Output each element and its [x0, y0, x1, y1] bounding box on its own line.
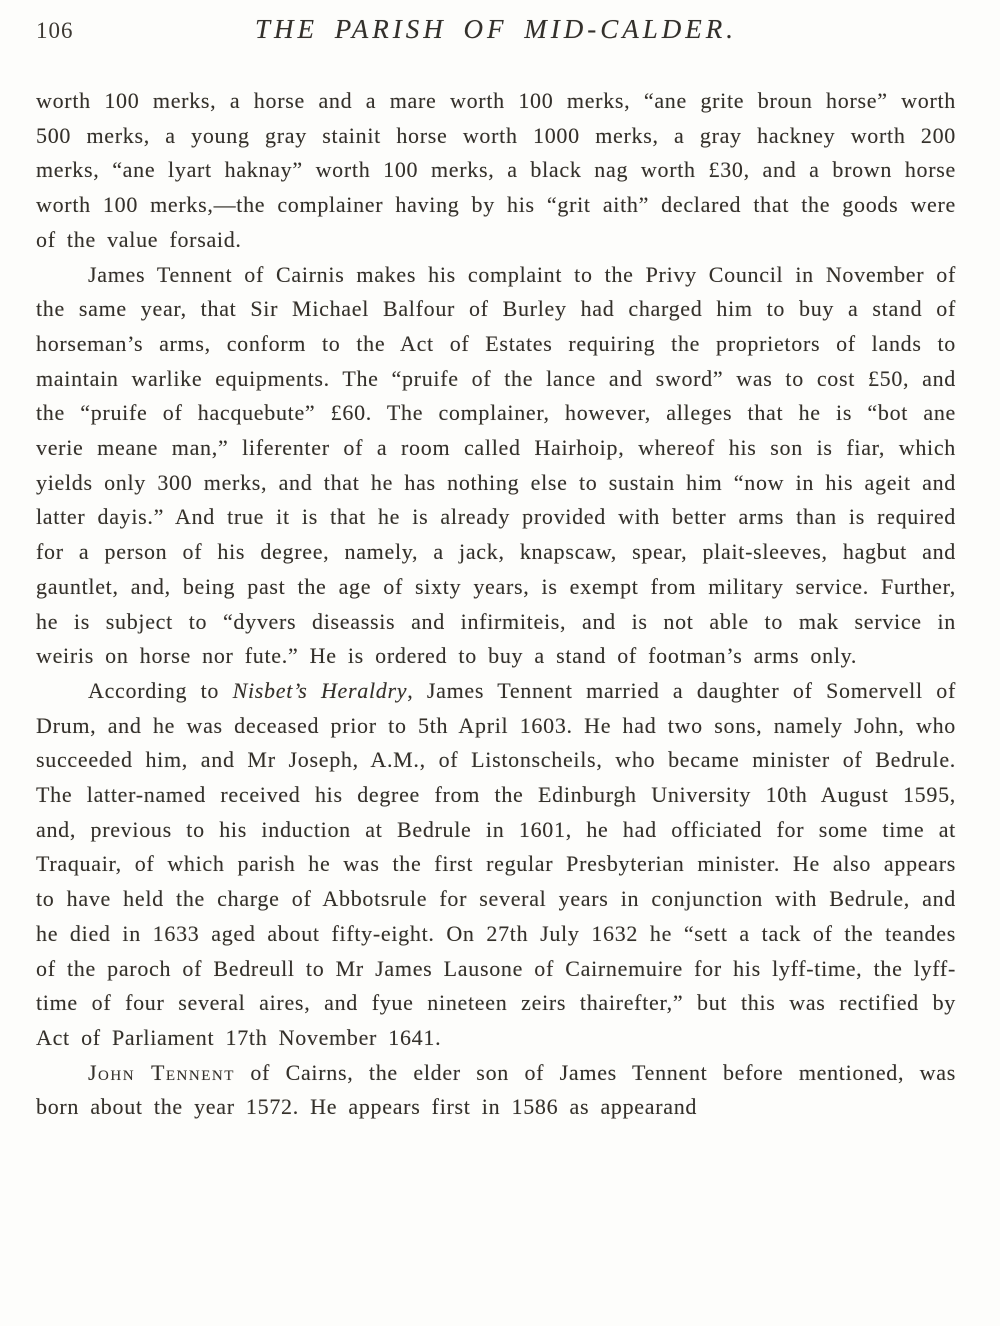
paragraph-2: James Tennent of Cairnis makes his complaint to the Privy Council in November of the same year, that Sir Michael Balfour of Burley had charged him to buy a stand of horseman’s arms, conform to the Act of Estates requiring the proprietors of lands to maintain warlike equipments. The “pruife of the lance and sword” was to cost £50, and the “pruife of hacquebute” £60. The complainer, however, alleges that he is “bot ane verie meane man,” liferenter of a room called Hairhoip, whereof his son is fiar, which yields only 300 merks, and that he has nothing else to sustain him “now in his ageit and latter dayis.” And true it is that he is already provided with better arms than is required for a person of his degree, namely, a jack, knapscaw, spear, plait-sleeves, hagbut and gauntlet, and, being past the age of sixty years, is exempt from military service. Further, he is subject to “dyvers diseassis and infirmiteis, and is not able to mak service in weiris on horse nor fute.” He is ordered to buy a stand of footman’s arms only.	[36, 261, 956, 669]
paragraph-3-text-before: According to	[88, 677, 233, 703]
book-title-reference: Nisbet’s Heraldry	[232, 677, 408, 703]
running-title: THE PARISH OF MID-CALDER.	[255, 14, 737, 44]
page-body	[36, 84, 956, 1125]
person-name-smallcaps: John Tennent	[88, 1059, 235, 1085]
paragraph-4	[36, 1056, 956, 1125]
paragraph-1: worth 100 merks, a horse and a mare worth 100 merks, “ane grite broun horse” worth 500 merks, a young gray stainit horse worth 1000 merks, a gray hackney worth 200 merks, “ane lyart haknay” worth 100 merks, a black nag worth £30, and a brown horse worth 100 merks,—the complainer having by his “grit aith” declared that the goods were of the value forsaid.	[36, 88, 956, 252]
paragraph-3-text-after: , James Tennent married a daughter of Somervell of Drum, and he was deceased prior to 5th April 1603. He had two sons, namely John, who succeeded him, and Mr Joseph, A.M., of Listonscheils, who became minister of Bedrule. The latter-named received his degree from the Edinburgh University 10th August 1595, and, previous to his induction at Bedrule in 1601, he had officiated for some time at Traquair, of which parish he was the first regular Presbyterian minister. He also appears to have held the charge of Abbotsrule for several years in conjunction with Bedrule, and he died in 1633 aged about fifty-eight. On 27th July 1632 he “sett a tack of the teandes of the paroch of Bedreull to Mr James Lausone of Cairnemuire for his lyff-time, the lyff-time of four several aires, and fyue nineteen zeirs thairefter,” but this was rectified by Act of Parliament 17th November 1641.	[36, 677, 956, 1050]
page-number: 106	[36, 18, 74, 43]
paragraph-3	[36, 674, 956, 1056]
paragraph-4-text: of Cairns, the elder son of James Tennent before mentioned, was born about the year 1572. He appears first in 1586 as appearand	[36, 1059, 956, 1120]
page-header	[36, 14, 956, 58]
